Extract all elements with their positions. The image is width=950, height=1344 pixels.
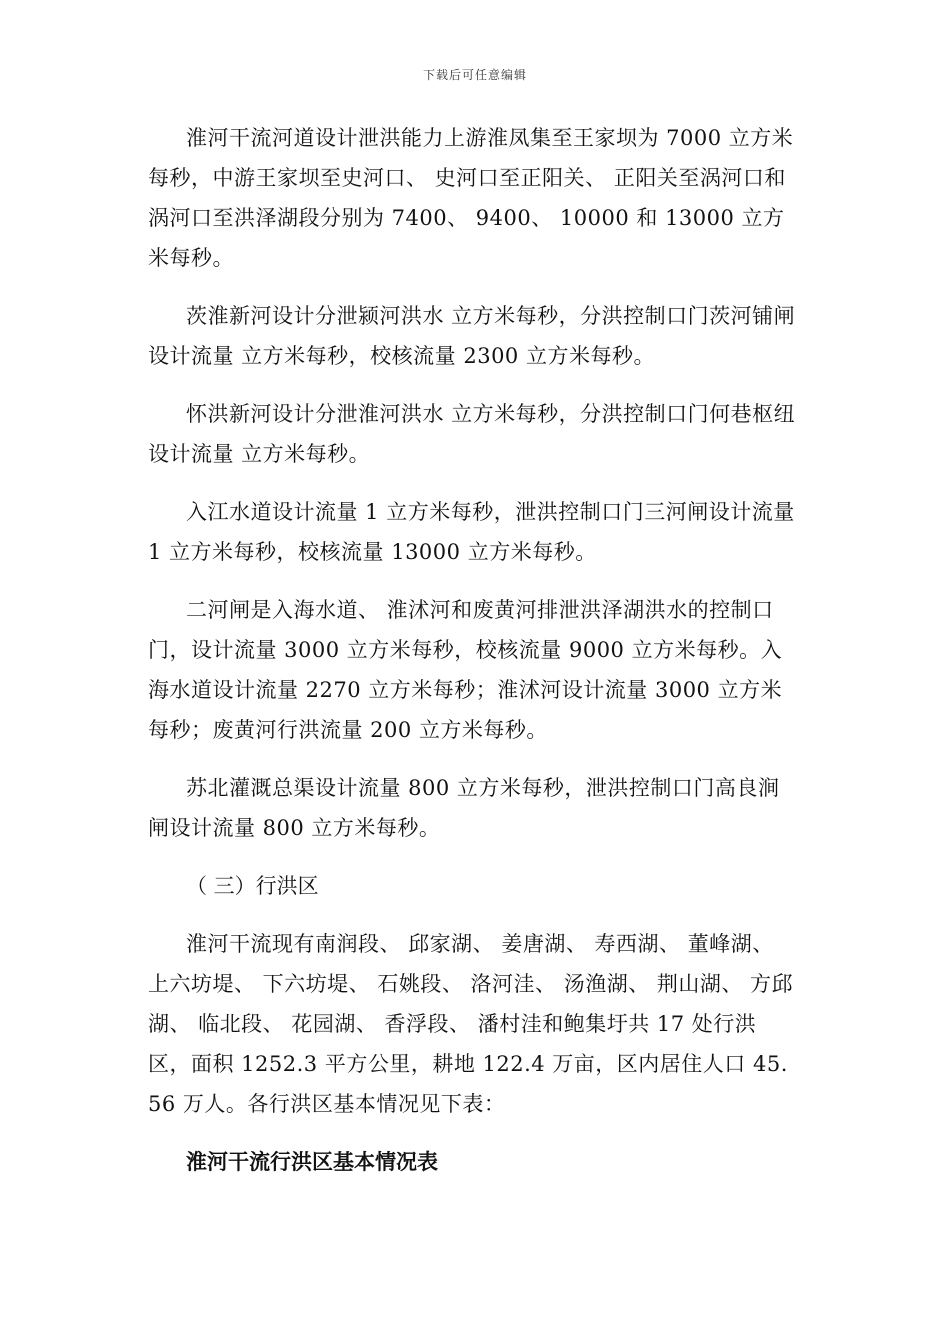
paragraph-main-channel-capacity: 淮河干流河道设计泄洪能力上游淮凤集至王家坝为 7000 立方米每秒，中游王家坝至史河口、 史河口至正阳关、 正阳关至涡河口和涡河口至洪泽湖段分别为 7400、 9400、 10000 和 13000 立方米每秒。 <box>148 126 794 270</box>
paragraph-huaihong-new-river: 怀洪新河设计分泄淮河洪水 立方米每秒，分洪控制口门何巷枢纽设计流量 立方米每秒。 <box>148 402 796 466</box>
paragraph-cihuai-new-river: 茨淮新河设计分泄颍河洪水 立方米每秒，分洪控制口门茨河铺闸设计流量 立方米每秒，校核流量 2300 立方米每秒。 <box>148 304 796 368</box>
paragraph-subei-canal: 苏北灌溉总渠设计流量 800 立方米每秒，泄洪控制口门高良涧闸设计流量 800 立方米每秒。 <box>148 776 780 840</box>
header-note: 下载后可任意编辑 <box>422 68 527 82</box>
table-title: 淮河干流行洪区基本情况表 <box>186 1150 438 1174</box>
paragraph-erhe-sluice: 二河闸是入海水道、 淮沭河和废黄河排泄洪泽湖洪水的控制口门，设计流量 3000 立方米每秒，校核流量 9000 立方米每秒。入海水道设计流量 2270 立方米每秒；淮沭河设计流量 3000 立方米每秒；废黄河行洪流量 200 立方米每秒。 <box>148 598 783 742</box>
paragraph-rujiang-waterway: 入江水道设计流量 1 立方米每秒，泄洪控制口门三河闸设计流量 1 立方米每秒，校核流量 13000 立方米每秒。 <box>148 500 795 564</box>
document-body <box>148 118 798 1182</box>
paragraph-flood-detention-areas: 淮河干流现有南润段、 邱家湖、 姜唐湖、 寿西湖、 董峰湖、 上六坊堤、 下六坊堤、 石姚段、 洛河洼、 汤渔湖、 荆山湖、 方邱湖、 临北段、 花园湖、 香浮段、 潘村洼和鲍集圩共 17 处行洪区，面积 1252.3 平方公里，耕地 122.4 万亩，区内居住人口 45.56 万人。各行洪区基本情况见下表： <box>148 932 794 1116</box>
section-heading: （ 三）行洪区 <box>186 874 319 898</box>
